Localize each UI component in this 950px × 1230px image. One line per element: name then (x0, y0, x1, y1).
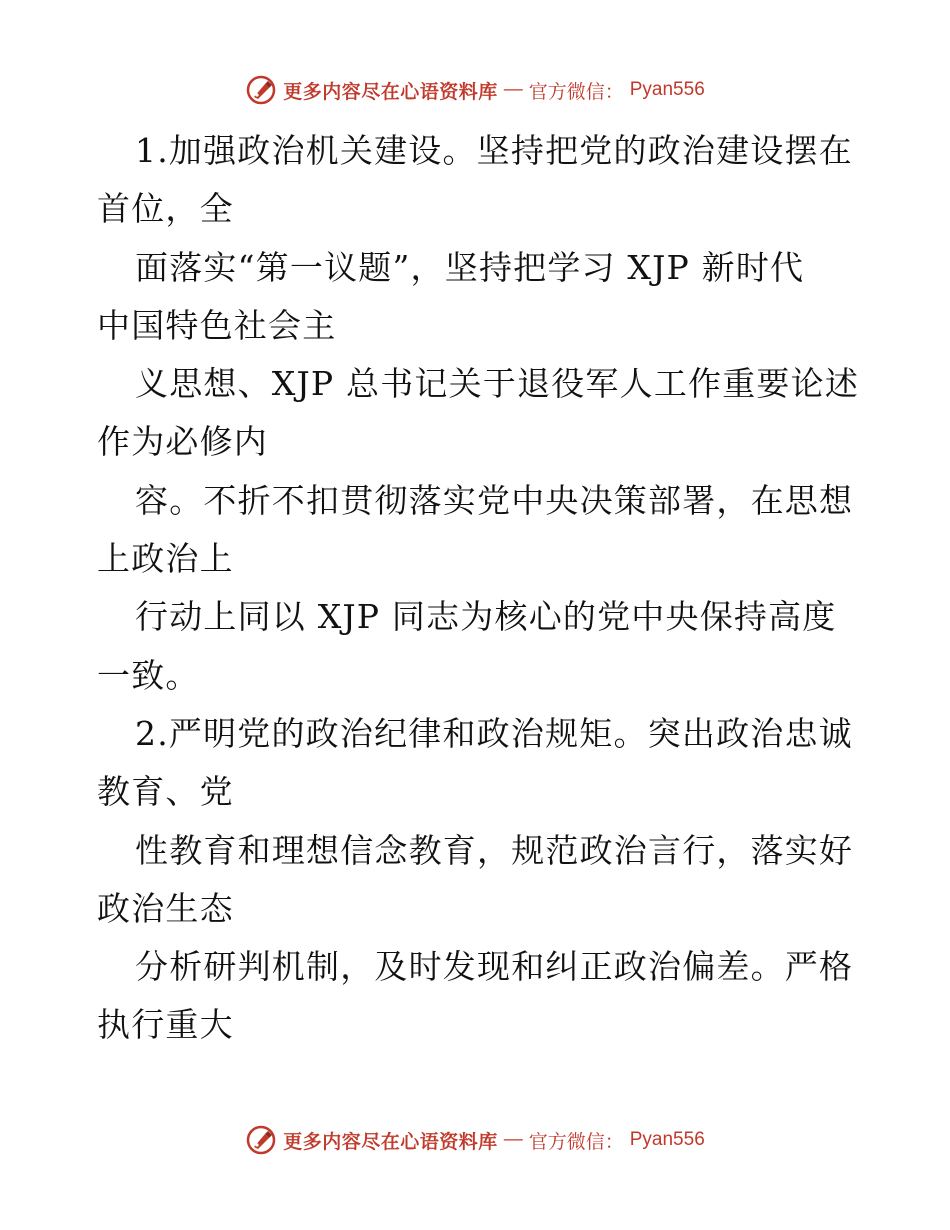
text-line: 政治生态 (97, 888, 234, 928)
watermark-separator: — (503, 79, 523, 100)
text-line: 容。不折不扣贯彻落实党中央决策部署，在思想 (135, 480, 854, 520)
text-line: 首位，全 (97, 189, 234, 229)
watermark-wechat-id: Pyan556 (629, 1129, 705, 1150)
text-line: 面落实“第一议题”，坚持把学习 XJP 新时代 (135, 247, 805, 287)
footer-watermark (0, 1120, 950, 1160)
watermark-official-label: 官方微信： (528, 1130, 624, 1153)
text-line: 2.严明党的政治纪律和政治规矩。突出政治忠诚 (135, 713, 853, 753)
text-line: 上政治上 (97, 539, 234, 579)
watermark-site-text: 更多内容尽在心语资料库 (283, 1130, 498, 1153)
watermark-separator: — (503, 1129, 523, 1150)
watermark-official-label: 官方微信： (528, 80, 624, 103)
text-line: 性教育和理想信念教育，规范政治言行，落实好 (135, 830, 854, 870)
text-line: 行动上同以 XJP 同志为核心的党中央保持高度 (135, 597, 837, 637)
text-line: 分析研判机制，及时发现和纠正政治偏差。严格 (135, 947, 854, 987)
text-line: 1.加强政治机关建设。坚持把党的政治建设摆在 (135, 131, 853, 170)
pen-nib-logo-icon (245, 74, 277, 106)
watermark-site-text: 更多内容尽在心语资料库 (283, 80, 498, 103)
watermark-wechat-id: Pyan556 (629, 79, 705, 100)
document-body (97, 122, 860, 1055)
text-line: 中国特色社会主 (97, 305, 337, 345)
text-line: 作为必修内 (97, 422, 268, 462)
pen-nib-logo-icon (245, 1124, 277, 1156)
text-line: 一致。 (97, 655, 200, 695)
text-line: 执行重大 (97, 1005, 234, 1045)
text-line: 教育、党 (97, 772, 234, 812)
header-watermark (0, 70, 950, 110)
text-line: 义思想、XJP 总书记关于退役军人工作重要论述 (135, 364, 860, 404)
